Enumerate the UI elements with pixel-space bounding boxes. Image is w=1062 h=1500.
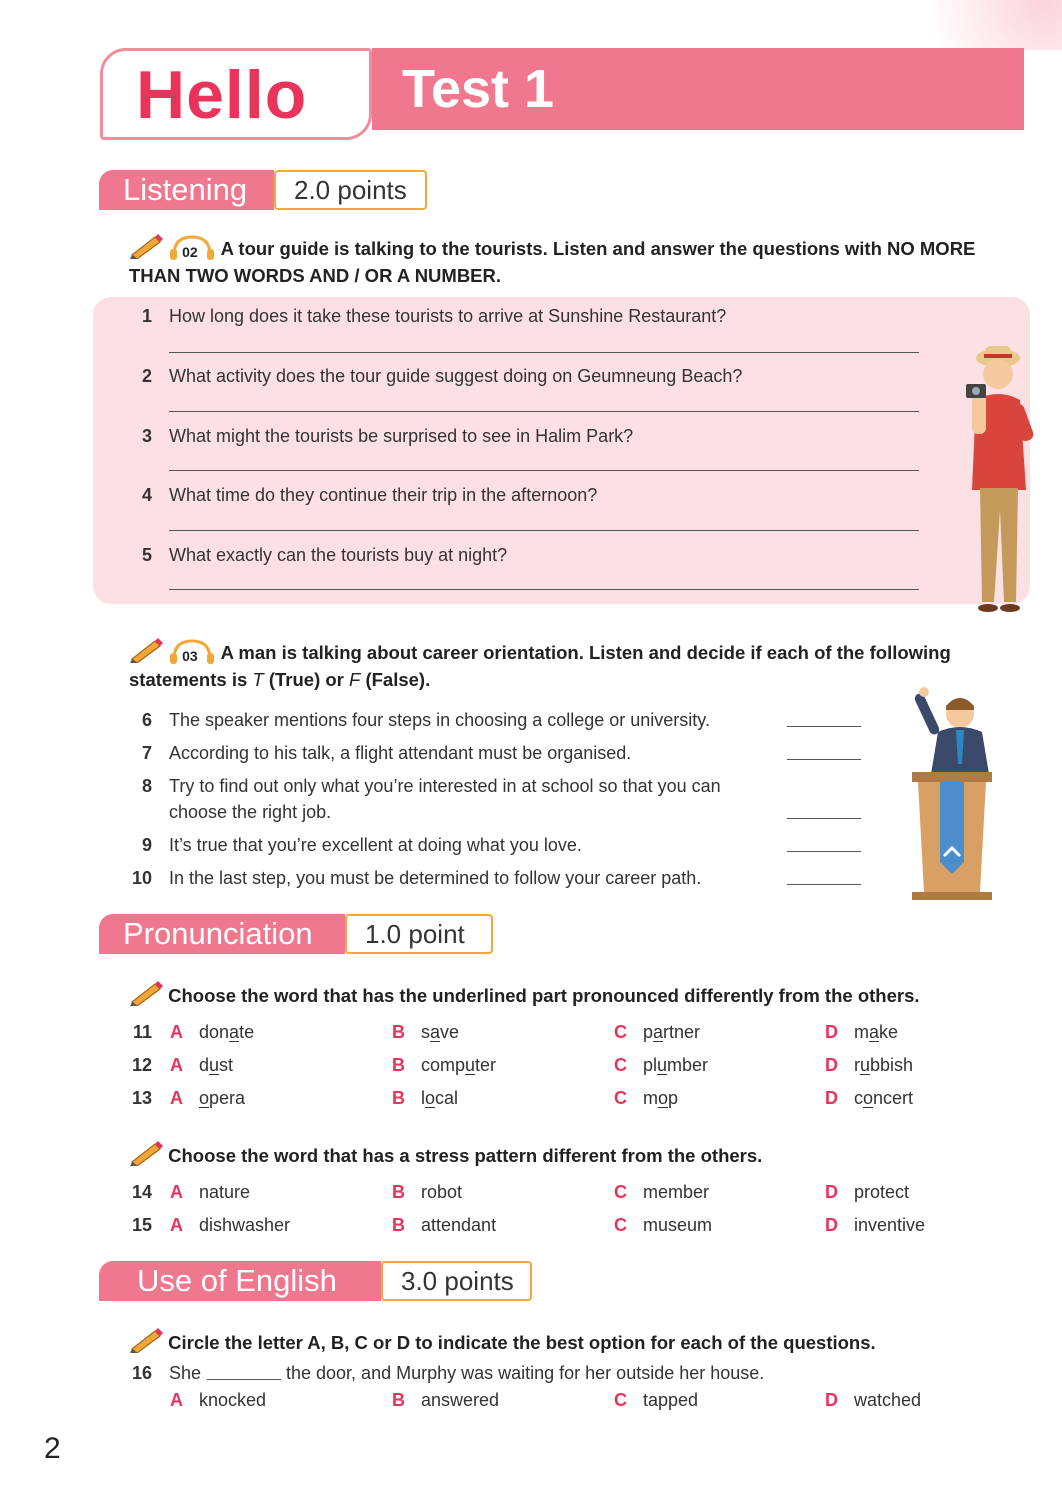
option-letter[interactable]: B [392, 1215, 405, 1235]
option-word: inventive [854, 1215, 926, 1235]
pencil-icon [129, 233, 163, 259]
section-use-of-english [99, 1261, 533, 1301]
section-name: Use of English [99, 1261, 381, 1301]
option-letter[interactable]: C [614, 1390, 627, 1410]
option-word: save [421, 1022, 460, 1042]
page-number: 2 [44, 1432, 61, 1465]
option-word: dust [199, 1055, 234, 1075]
option-word: computer [421, 1055, 497, 1075]
option-letter[interactable]: D [825, 1022, 838, 1042]
answer-blank[interactable] [787, 818, 861, 819]
pronunciation-task2-instruction: Choose the word that has a stress pattern different from the others. [129, 1140, 1009, 1169]
option-letter[interactable]: C [614, 1215, 627, 1235]
answer-line[interactable] [169, 470, 919, 471]
option-word: opera [199, 1088, 246, 1108]
option-word: mop [643, 1088, 679, 1108]
option-word: member [643, 1182, 710, 1202]
option-letter[interactable]: D [825, 1182, 838, 1202]
option-letter[interactable]: A [170, 1022, 183, 1042]
section-points: 1.0 point [345, 914, 493, 954]
headphones-icon [168, 235, 216, 261]
answer-line[interactable] [169, 530, 919, 531]
answer-blank[interactable] [207, 1379, 281, 1380]
test-title: Test 1 [402, 59, 555, 119]
pencil-icon [129, 1327, 163, 1353]
option-word: watched [854, 1390, 922, 1410]
answer-line[interactable] [169, 352, 919, 353]
answer-line[interactable] [169, 589, 919, 590]
option-letter[interactable]: B [392, 1055, 405, 1075]
option-word: nature [199, 1182, 251, 1202]
speaker-at-podium-illustration [898, 684, 1008, 904]
tourist-illustration [950, 340, 1045, 620]
track-number: 02 [182, 244, 198, 260]
option-word: concert [854, 1088, 914, 1108]
answer-blank[interactable] [787, 759, 861, 760]
item-number: 13 [131, 1088, 152, 1108]
instruction-line1: A tour guide is talking to the tourists. Listen and answer the questions with NO MORE [220, 238, 976, 259]
option-letter[interactable]: C [614, 1022, 627, 1042]
option-word: museum [643, 1215, 713, 1235]
option-word: protect [854, 1182, 910, 1202]
option-letter[interactable]: D [825, 1390, 838, 1410]
pencil-icon [129, 637, 163, 663]
corner-decoration [882, 0, 1062, 50]
answer-blank[interactable] [787, 884, 861, 885]
option-word: answered [421, 1390, 500, 1410]
option-word: attendant [421, 1215, 497, 1235]
option-letter[interactable]: D [825, 1215, 838, 1235]
instruction-line2: THAN TWO WORDS AND / OR A NUMBER. [129, 265, 502, 286]
option-letter[interactable]: D [825, 1088, 838, 1108]
option-letter[interactable]: C [614, 1088, 627, 1108]
item-number: 12 [131, 1055, 152, 1075]
item-number: 11 [132, 1022, 152, 1042]
listening-task1-instruction [129, 233, 1009, 289]
section-listening [99, 170, 429, 210]
option-letter[interactable]: C [614, 1182, 627, 1202]
answer-line[interactable] [169, 411, 919, 412]
section-name: Listening [99, 170, 274, 210]
option-letter[interactable]: B [392, 1022, 405, 1042]
use-of-english-instruction: Circle the letter A, B, C or D to indicate the best option for each of the questions. [129, 1327, 1009, 1356]
option-letter[interactable]: A [170, 1055, 183, 1075]
option-letter[interactable]: B [392, 1088, 405, 1108]
item-number: 14 [131, 1182, 152, 1202]
listening-task2-instruction: 03 A man is talking about career orientation. Listen and decide if each of the following statements is T (True) or F (False). [129, 637, 1009, 693]
option-letter[interactable]: A [170, 1182, 183, 1202]
option-letter[interactable]: A [170, 1088, 183, 1108]
pencil-icon [129, 980, 163, 1006]
option-word: dishwasher [199, 1215, 291, 1235]
section-name: Pronunciation [99, 914, 345, 954]
pencil-icon [129, 1140, 163, 1166]
option-word: partner [643, 1022, 701, 1042]
option-word: local [421, 1088, 459, 1108]
headphones-icon [168, 639, 216, 665]
hello-logo: Hello [136, 57, 308, 133]
instruction-line1: A man is talking about career orientation. Listen and decide if each of the following [220, 642, 951, 663]
option-letter[interactable]: A [170, 1390, 183, 1410]
option-letter[interactable]: B [392, 1390, 405, 1410]
section-pronunciation [99, 914, 494, 954]
option-word: tapped [643, 1390, 699, 1410]
option-letter[interactable]: D [825, 1055, 838, 1075]
option-word: donate [199, 1022, 255, 1042]
option-word: rubbish [854, 1055, 914, 1075]
option-letter[interactable]: C [614, 1055, 627, 1075]
option-word: robot [421, 1182, 463, 1202]
answer-blank[interactable] [787, 851, 861, 852]
option-word: make [854, 1022, 899, 1042]
track-number: 03 [182, 648, 198, 664]
answer-blank[interactable] [787, 726, 861, 727]
option-letter[interactable]: B [392, 1182, 405, 1202]
option-letter[interactable]: A [170, 1215, 183, 1235]
option-word: knocked [199, 1390, 267, 1410]
section-points: 3.0 points [381, 1261, 532, 1301]
pronunciation-task1-instruction: Choose the word that has the underlined part pronounced differently from the others. [129, 980, 1009, 1009]
option-word: plumber [643, 1055, 709, 1075]
item-number: 15 [131, 1215, 152, 1235]
section-points: 2.0 points [274, 170, 427, 210]
